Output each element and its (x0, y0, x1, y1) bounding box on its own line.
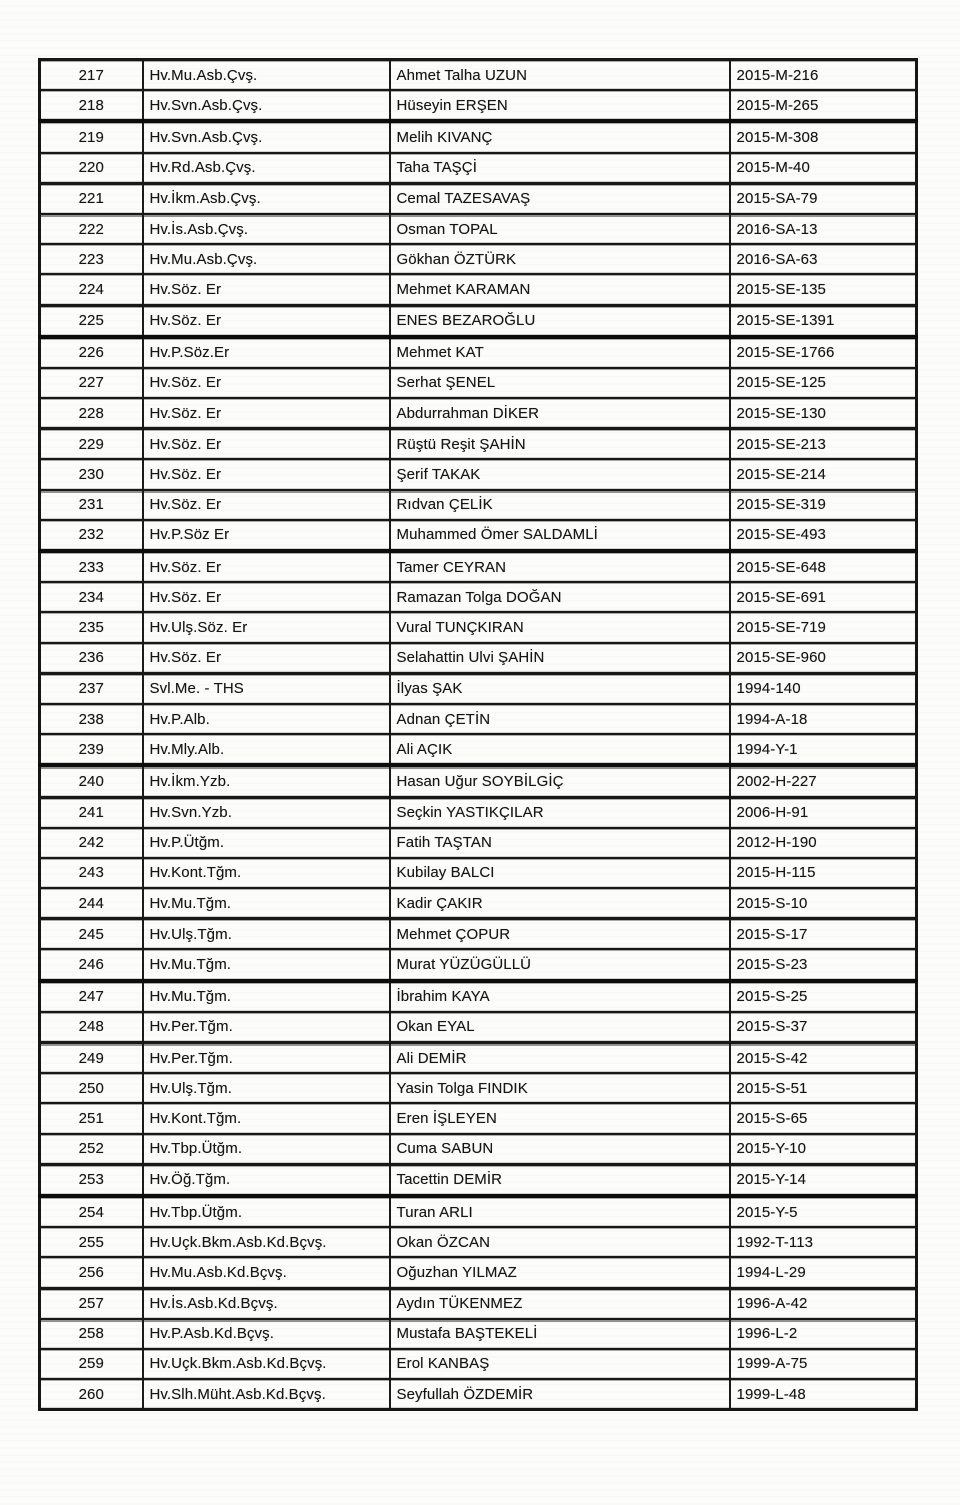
row-number-cell: 227 (40, 368, 143, 398)
registration-code-cell: 2015-S-65 (730, 1103, 917, 1133)
name-cell: Ali DEMİR (390, 1043, 730, 1074)
registration-code-cell: 1996-L-2 (730, 1319, 917, 1349)
name-cell: Tamer CEYRAN (390, 551, 730, 582)
table-row (40, 949, 917, 980)
row-number-cell: 256 (40, 1257, 143, 1288)
registration-code-cell: 2015-Y-10 (730, 1134, 917, 1165)
row-number-cell: 222 (40, 214, 143, 244)
registration-code-cell: 1996-A-42 (730, 1288, 917, 1319)
registration-code-cell: 1994-A-18 (730, 704, 917, 734)
registration-code-cell: 2002-H-227 (730, 765, 917, 797)
table-row (40, 888, 917, 919)
rank-cell: Hv.Söz. Er (143, 368, 390, 398)
table-row (40, 60, 917, 91)
row-number-cell: 217 (40, 60, 143, 91)
name-cell: Adnan ÇETİN (390, 704, 730, 734)
registration-code-cell: 2015-SE-213 (730, 429, 917, 460)
table-row (40, 673, 917, 704)
table-row (40, 1379, 917, 1410)
row-number-cell: 237 (40, 673, 143, 704)
rank-cell: Svl.Me. - THS (143, 673, 390, 704)
row-number-cell: 223 (40, 244, 143, 274)
name-cell: Cuma SABUN (390, 1134, 730, 1165)
name-cell: Okan EYAL (390, 1012, 730, 1043)
registration-code-cell: 2015-M-40 (730, 153, 917, 184)
registration-code-cell: 2015-Y-14 (730, 1164, 917, 1196)
rank-cell: Hv.Uçk.Bkm.Asb.Kd.Bçvş. (143, 1349, 390, 1379)
registration-code-cell: 1994-140 (730, 673, 917, 704)
table-row (40, 1196, 917, 1227)
registration-code-cell: 2015-Y-5 (730, 1196, 917, 1227)
registration-code-cell: 2015-SE-960 (730, 643, 917, 674)
table-row (40, 919, 917, 950)
row-number-cell: 245 (40, 919, 143, 950)
table-row (40, 551, 917, 582)
registration-code-cell: 2015-M-216 (730, 60, 917, 91)
registration-code-cell: 2015-S-51 (730, 1073, 917, 1103)
rank-cell: Hv.P.Alb. (143, 704, 390, 734)
name-cell: Eren İŞLEYEN (390, 1103, 730, 1133)
table-row (40, 121, 917, 152)
rank-cell: Hv.Söz. Er (143, 398, 390, 429)
row-number-cell: 219 (40, 121, 143, 152)
rank-cell: Hv.Svn.Yzb. (143, 797, 390, 828)
name-cell: Taha TAŞÇİ (390, 153, 730, 184)
rank-cell: Hv.P.Söz Er (143, 520, 390, 551)
name-cell: Hasan Uğur SOYBİLGİÇ (390, 765, 730, 797)
row-number-cell: 233 (40, 551, 143, 582)
name-cell: Kubilay BALCI (390, 858, 730, 888)
rank-cell: Hv.Uçk.Bkm.Asb.Kd.Bçvş. (143, 1227, 390, 1257)
row-number-cell: 246 (40, 949, 143, 980)
rank-cell: Hv.Per.Tğm. (143, 1012, 390, 1043)
registration-code-cell: 2015-SE-319 (730, 490, 917, 520)
registration-code-cell: 2015-SE-648 (730, 551, 917, 582)
row-number-cell: 249 (40, 1043, 143, 1074)
table-row (40, 153, 917, 184)
rank-cell: Hv.Söz. Er (143, 490, 390, 520)
rank-cell: Hv.İkm.Yzb. (143, 765, 390, 797)
row-number-cell: 230 (40, 459, 143, 489)
registration-code-cell: 2015-SE-135 (730, 274, 917, 305)
rank-cell: Hv.Rd.Asb.Çvş. (143, 153, 390, 184)
rank-cell: Hv.Söz. Er (143, 643, 390, 674)
table-row (40, 1043, 917, 1074)
table-row (40, 274, 917, 305)
row-number-cell: 251 (40, 1103, 143, 1133)
row-number-cell: 250 (40, 1073, 143, 1103)
registration-code-cell: 2015-SE-125 (730, 368, 917, 398)
table-row (40, 1012, 917, 1043)
row-number-cell: 224 (40, 274, 143, 305)
rank-cell: Hv.Per.Tğm. (143, 1043, 390, 1074)
name-cell: İlyas ŞAK (390, 673, 730, 704)
row-number-cell: 220 (40, 153, 143, 184)
row-number-cell: 258 (40, 1319, 143, 1349)
table-row (40, 1288, 917, 1319)
name-cell: Murat YÜZÜGÜLLÜ (390, 949, 730, 980)
registration-code-cell: 2015-S-23 (730, 949, 917, 980)
table-row (40, 520, 917, 551)
name-cell: Ali AÇIK (390, 734, 730, 765)
table-row (40, 459, 917, 489)
rank-cell: Hv.Kont.Tğm. (143, 1103, 390, 1133)
registration-code-cell: 2015-SE-1766 (730, 337, 917, 368)
name-cell: ENES BEZAROĞLU (390, 305, 730, 337)
name-cell: Mehmet ÇOPUR (390, 919, 730, 950)
rank-cell: Hv.Tbp.Ütğm. (143, 1196, 390, 1227)
name-cell: Ramazan Tolga DOĞAN (390, 582, 730, 612)
name-cell: Seyfullah ÖZDEMİR (390, 1379, 730, 1410)
name-cell: Kadir ÇAKIR (390, 888, 730, 919)
rank-cell: Hv.Söz. Er (143, 305, 390, 337)
rank-cell: Hv.Söz. Er (143, 429, 390, 460)
name-cell: Melih KIVANÇ (390, 121, 730, 152)
rank-cell: Hv.Tbp.Ütğm. (143, 1134, 390, 1165)
row-number-cell: 221 (40, 183, 143, 214)
rank-cell: Hv.Söz. Er (143, 274, 390, 305)
table-row (40, 368, 917, 398)
row-number-cell: 252 (40, 1134, 143, 1165)
table-row (40, 90, 917, 121)
rank-cell: Hv.Mu.Tğm. (143, 949, 390, 980)
registration-code-cell: 2016-SA-13 (730, 214, 917, 244)
table-row (40, 981, 917, 1012)
table-row (40, 398, 917, 429)
name-cell: Tacettin DEMİR (390, 1164, 730, 1196)
name-cell: Abdurrahman DİKER (390, 398, 730, 429)
row-number-cell: 248 (40, 1012, 143, 1043)
table-row (40, 1134, 917, 1165)
name-cell: Oğuzhan YILMAZ (390, 1257, 730, 1288)
rank-cell: Hv.Ulş.Tğm. (143, 1073, 390, 1103)
name-cell: Mustafa BAŞTEKELİ (390, 1319, 730, 1349)
row-number-cell: 228 (40, 398, 143, 429)
registration-code-cell: 2012-H-190 (730, 828, 917, 858)
name-cell: Rıdvan ÇELİK (390, 490, 730, 520)
table-row (40, 183, 917, 214)
table-row (40, 1103, 917, 1133)
registration-code-cell: 2015-SE-719 (730, 612, 917, 642)
row-number-cell: 259 (40, 1349, 143, 1379)
row-number-cell: 229 (40, 429, 143, 460)
registration-code-cell: 2015-S-10 (730, 888, 917, 919)
row-number-cell: 243 (40, 858, 143, 888)
table-row (40, 765, 917, 797)
table-row (40, 305, 917, 337)
table-row (40, 490, 917, 520)
row-number-cell: 242 (40, 828, 143, 858)
table-row (40, 797, 917, 828)
row-number-cell: 226 (40, 337, 143, 368)
name-cell: Turan ARLI (390, 1196, 730, 1227)
name-cell: Serhat ŞENEL (390, 368, 730, 398)
rank-cell: Hv.Svn.Asb.Çvş. (143, 90, 390, 121)
table-row (40, 828, 917, 858)
row-number-cell: 253 (40, 1164, 143, 1196)
registration-code-cell: 2015-M-308 (730, 121, 917, 152)
table-row (40, 1257, 917, 1288)
table-row (40, 214, 917, 244)
rank-cell: Hv.Ulş.Tğm. (143, 919, 390, 950)
name-cell: Cemal TAZESAVAŞ (390, 183, 730, 214)
table-row (40, 337, 917, 368)
registration-code-cell: 2015-M-265 (730, 90, 917, 121)
registration-code-cell: 1999-L-48 (730, 1379, 917, 1410)
rank-cell: Hv.Slh.Müht.Asb.Kd.Bçvş. (143, 1379, 390, 1410)
table-row (40, 704, 917, 734)
row-number-cell: 238 (40, 704, 143, 734)
registration-code-cell: 2015-SA-79 (730, 183, 917, 214)
registration-code-cell: 2015-SE-1391 (730, 305, 917, 337)
registration-code-cell: 2015-S-25 (730, 981, 917, 1012)
name-cell: İbrahim KAYA (390, 981, 730, 1012)
registration-code-cell: 1992-T-113 (730, 1227, 917, 1257)
rank-cell: Hv.İs.Asb.Çvş. (143, 214, 390, 244)
table-row (40, 582, 917, 612)
rank-cell: Hv.Svn.Asb.Çvş. (143, 121, 390, 152)
name-cell: Aydın TÜKENMEZ (390, 1288, 730, 1319)
row-number-cell: 235 (40, 612, 143, 642)
row-number-cell: 218 (40, 90, 143, 121)
registration-code-cell: 2015-S-37 (730, 1012, 917, 1043)
rank-cell: Hv.Söz. Er (143, 551, 390, 582)
row-number-cell: 254 (40, 1196, 143, 1227)
name-cell: Selahattin Ulvi ŞAHİN (390, 643, 730, 674)
name-cell: Ahmet Talha UZUN (390, 60, 730, 91)
table-row (40, 734, 917, 765)
name-cell: Osman TOPAL (390, 214, 730, 244)
rank-cell: Hv.P.Asb.Kd.Bçvş. (143, 1319, 390, 1349)
rank-cell: Hv.Ulş.Söz. Er (143, 612, 390, 642)
registration-code-cell: 2006-H-91 (730, 797, 917, 828)
registration-code-cell: 2016-SA-63 (730, 244, 917, 274)
row-number-cell: 236 (40, 643, 143, 674)
name-cell: Şerif TAKAK (390, 459, 730, 489)
rank-cell: Hv.Mly.Alb. (143, 734, 390, 765)
row-number-cell: 247 (40, 981, 143, 1012)
rank-cell: Hv.Mu.Tğm. (143, 981, 390, 1012)
name-cell: Okan ÖZCAN (390, 1227, 730, 1257)
registration-code-cell: 2015-S-17 (730, 919, 917, 950)
rank-cell: Hv.P.Söz.Er (143, 337, 390, 368)
name-cell: Rüştü Reşit ŞAHİN (390, 429, 730, 460)
name-cell: Fatih TAŞTAN (390, 828, 730, 858)
row-number-cell: 257 (40, 1288, 143, 1319)
registration-code-cell: 2015-S-42 (730, 1043, 917, 1074)
row-number-cell: 244 (40, 888, 143, 919)
rank-cell: Hv.Söz. Er (143, 582, 390, 612)
row-number-cell: 260 (40, 1379, 143, 1410)
rank-cell: Hv.İkm.Asb.Çvş. (143, 183, 390, 214)
table-row (40, 643, 917, 674)
rank-cell: Hv.Mu.Asb.Çvş. (143, 60, 390, 91)
registration-code-cell: 1999-A-75 (730, 1349, 917, 1379)
registration-code-cell: 2015-SE-130 (730, 398, 917, 429)
registration-code-cell: 2015-H-115 (730, 858, 917, 888)
rank-cell: Hv.Kont.Tğm. (143, 858, 390, 888)
name-cell: Mehmet KAT (390, 337, 730, 368)
row-number-cell: 231 (40, 490, 143, 520)
name-cell: Muhammed Ömer SALDAMLİ (390, 520, 730, 551)
row-number-cell: 232 (40, 520, 143, 551)
registration-code-cell: 1994-Y-1 (730, 734, 917, 765)
table-row (40, 244, 917, 274)
table-row (40, 1164, 917, 1196)
personnel-list-table (38, 58, 918, 1411)
name-cell: Gökhan ÖZTÜRK (390, 244, 730, 274)
table-row (40, 612, 917, 642)
registration-code-cell: 2015-SE-214 (730, 459, 917, 489)
table-row (40, 1227, 917, 1257)
table-row (40, 1349, 917, 1379)
row-number-cell: 241 (40, 797, 143, 828)
rank-cell: Hv.P.Ütğm. (143, 828, 390, 858)
rank-cell: Hv.Söz. Er (143, 459, 390, 489)
rank-cell: Hv.Mu.Tğm. (143, 888, 390, 919)
name-cell: Hüseyin ERŞEN (390, 90, 730, 121)
rank-cell: Hv.İs.Asb.Kd.Bçvş. (143, 1288, 390, 1319)
table-row (40, 1319, 917, 1349)
name-cell: Yasin Tolga FINDIK (390, 1073, 730, 1103)
name-cell: Mehmet KARAMAN (390, 274, 730, 305)
registration-code-cell: 2015-SE-493 (730, 520, 917, 551)
name-cell: Vural TUNÇKIRAN (390, 612, 730, 642)
table-row (40, 429, 917, 460)
rank-cell: Hv.Mu.Asb.Çvş. (143, 244, 390, 274)
row-number-cell: 255 (40, 1227, 143, 1257)
name-cell: Seçkin YASTIKÇILAR (390, 797, 730, 828)
registration-code-cell: 2015-SE-691 (730, 582, 917, 612)
row-number-cell: 240 (40, 765, 143, 797)
table-body (40, 60, 917, 1410)
table-row (40, 858, 917, 888)
rank-cell: Hv.Öğ.Tğm. (143, 1164, 390, 1196)
row-number-cell: 234 (40, 582, 143, 612)
registration-code-cell: 1994-L-29 (730, 1257, 917, 1288)
rank-cell: Hv.Mu.Asb.Kd.Bçvş. (143, 1257, 390, 1288)
row-number-cell: 225 (40, 305, 143, 337)
table-row (40, 1073, 917, 1103)
row-number-cell: 239 (40, 734, 143, 765)
name-cell: Erol KANBAŞ (390, 1349, 730, 1379)
